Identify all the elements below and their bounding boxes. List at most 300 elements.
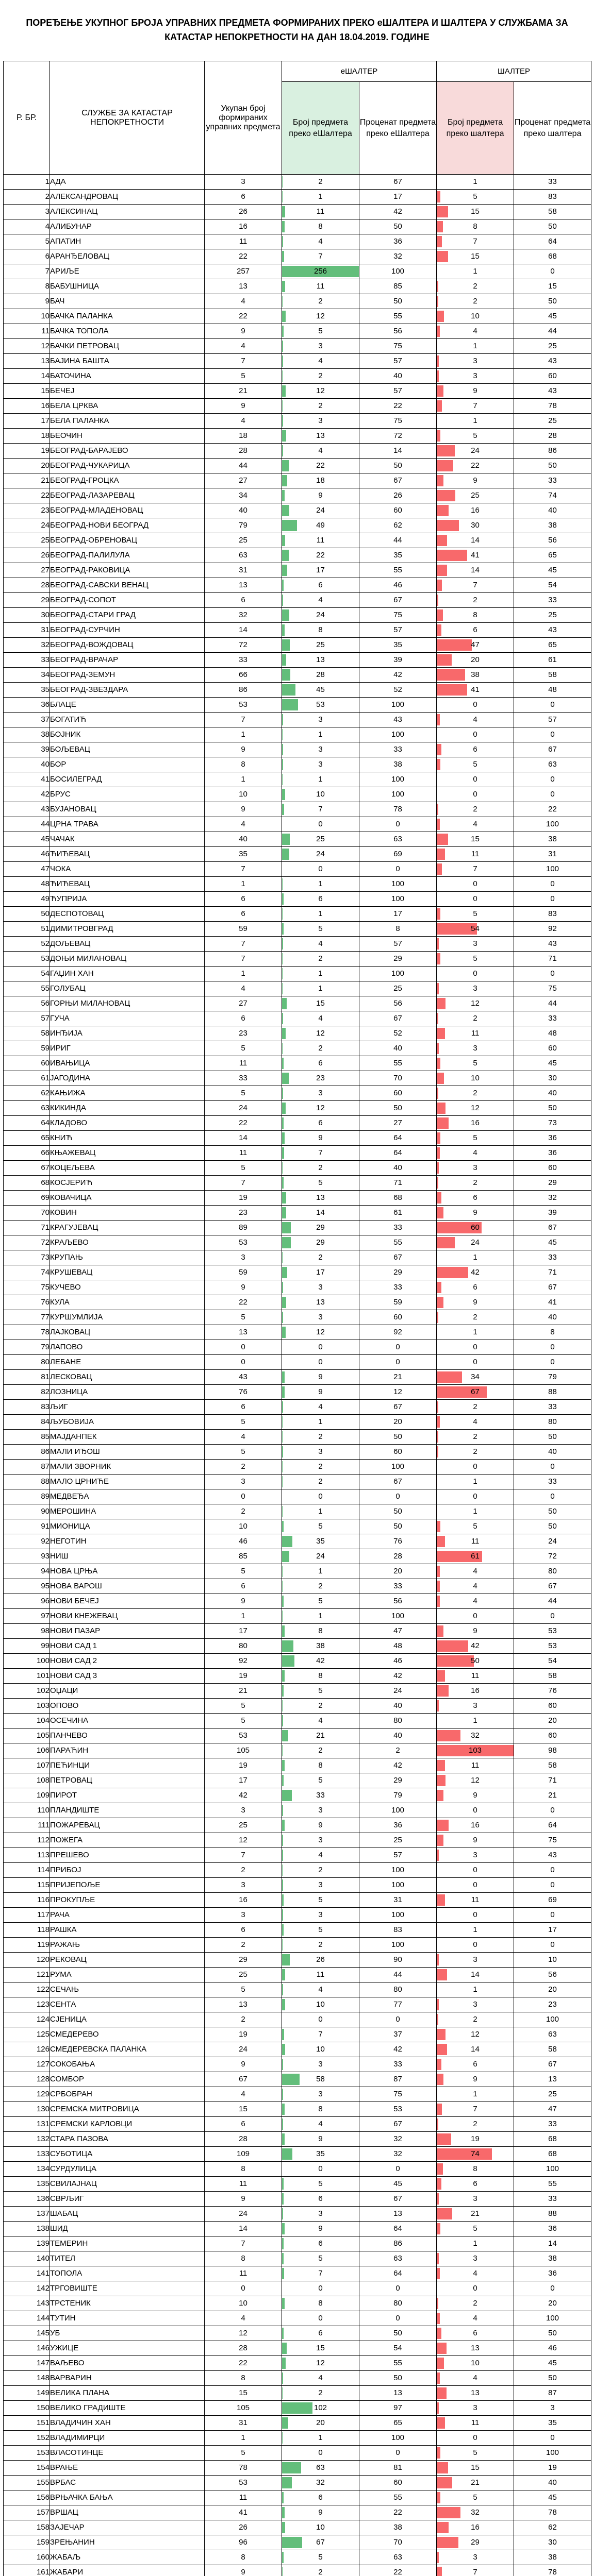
service-name: ТЕМЕРИН (50, 2236, 205, 2251)
total-count: 78 (205, 2461, 282, 2476)
z-count-cell (437, 2520, 514, 2535)
e-count-bar (282, 699, 298, 710)
row-number: 111 (4, 1818, 50, 1833)
table-row (4, 2446, 591, 2461)
service-name: КАЊИЖА (50, 1086, 205, 1101)
table-row (4, 1714, 591, 1728)
z-percent: 67 (514, 1280, 591, 1295)
row-number: 62 (4, 1086, 50, 1101)
e-count-cell (282, 2550, 359, 2565)
total-count: 3 (205, 1908, 282, 1923)
z-percent: 0 (514, 1863, 591, 1878)
e-percent: 67 (359, 1250, 437, 1265)
table-row (4, 2356, 591, 2371)
z-count-cell (437, 2117, 514, 2132)
e-count-value: 8 (318, 2105, 323, 2113)
z-count-cell (437, 309, 514, 324)
e-percent: 85 (359, 279, 437, 294)
e-count-value: 25 (316, 835, 325, 843)
e-count-cell (282, 1191, 359, 1206)
table-row (4, 2012, 591, 2027)
table-row (4, 2057, 591, 2072)
e-count-cell (282, 937, 359, 952)
service-name: НОВИ САД 1 (50, 1639, 205, 1654)
e-count-bar (282, 1401, 283, 1413)
row-number: 110 (4, 1803, 50, 1818)
e-percent: 100 (359, 1609, 437, 1624)
row-number: 12 (4, 339, 50, 354)
service-name: БЕОГРАД-ВРАЧАР (50, 653, 205, 668)
z-count-value: 8 (473, 2164, 477, 2173)
e-count-bar (282, 804, 284, 815)
e-count-cell (282, 996, 359, 1011)
service-name: МАЛИ ИЂОШ (50, 1445, 205, 1460)
e-count-bar (282, 968, 283, 979)
table-row (4, 414, 591, 429)
z-count-value: 5 (473, 1133, 477, 1142)
e-count-bar (282, 2223, 285, 2234)
z-count-bar (437, 1685, 449, 1697)
table-row (4, 727, 591, 742)
table-row (4, 1878, 591, 1893)
service-name: БОЈНИК (50, 727, 205, 742)
e-count-cell (282, 1579, 359, 1594)
z-percent: 30 (514, 2535, 591, 2550)
e-count-value: 26 (316, 1955, 325, 1964)
table-row (4, 653, 591, 668)
z-count-value: 3 (473, 2553, 477, 2562)
total-count: 5 (205, 1310, 282, 1325)
e-count-value: 3 (318, 760, 323, 769)
e-count-value: 14 (316, 1208, 325, 1217)
table-row (4, 339, 591, 354)
z-count-cell (437, 1235, 514, 1250)
e-count-cell (282, 1056, 359, 1071)
z-count-bar (437, 1640, 468, 1652)
e-count-bar (282, 326, 284, 337)
e-count-value: 9 (318, 491, 323, 500)
e-percent: 67 (359, 1011, 437, 1026)
row-number: 51 (4, 922, 50, 937)
e-count-bar (282, 953, 283, 964)
z-percent: 33 (514, 473, 591, 488)
z-percent: 62 (514, 2520, 591, 2535)
row-number: 86 (4, 1445, 50, 1460)
z-percent: 100 (514, 2162, 591, 2177)
z-count-bar (437, 505, 449, 516)
row-number: 16 (4, 399, 50, 414)
table-row (4, 2251, 591, 2266)
row-number: 90 (4, 1504, 50, 1519)
e-count-value: 45 (316, 685, 325, 694)
table-row (4, 1699, 591, 1714)
e-count-cell (282, 757, 359, 772)
z-percent: 60 (514, 1728, 591, 1743)
e-count-cell (282, 713, 359, 727)
z-count-bar (437, 2148, 492, 2160)
total-count: 7 (205, 1848, 282, 1863)
e-count-cell (282, 1624, 359, 1639)
e-percent: 64 (359, 2222, 437, 2236)
service-name: ЗРЕЊАНИН (50, 2535, 205, 2550)
z-percent: 45 (514, 1235, 591, 1250)
row-number: 91 (4, 1519, 50, 1534)
total-count: 9 (205, 324, 282, 339)
table-row (4, 1370, 591, 1385)
table-row (4, 279, 591, 294)
e-count-value: 5 (318, 2254, 323, 2263)
total-count: 89 (205, 1221, 282, 1235)
z-count-cell (437, 2222, 514, 2236)
z-count-cell (437, 847, 514, 862)
e-percent: 67 (359, 473, 437, 488)
e-count-value: 8 (318, 222, 323, 231)
z-count-value: 2 (473, 1402, 477, 1411)
e-count-value: 53 (316, 700, 325, 709)
service-name: ПОЖАРЕВАЦ (50, 1818, 205, 1833)
z-percent: 28 (514, 429, 591, 444)
e-count-value: 28 (316, 670, 325, 679)
z-count-cell (437, 877, 514, 892)
row-number: 79 (4, 1340, 50, 1355)
z-percent: 13 (514, 2072, 591, 2087)
row-number: 22 (4, 488, 50, 503)
z-count-bar (437, 206, 448, 217)
e-count-value: 2 (318, 297, 323, 306)
e-count-value: 1 (318, 984, 323, 993)
row-number: 80 (4, 1355, 50, 1370)
e-count-bar (282, 2372, 283, 2384)
e-percent: 33 (359, 1280, 437, 1295)
e-count-cell (282, 234, 359, 249)
z-count-cell (437, 459, 514, 473)
z-count-cell (437, 608, 514, 623)
service-name: СРЕМСКИ КАРЛОВЦИ (50, 2117, 205, 2132)
service-name: НОВИ САД 3 (50, 1669, 205, 1684)
total-count: 4 (205, 339, 282, 354)
service-name: ДЕСПОТОВАЦ (50, 907, 205, 922)
z-percent: 65 (514, 638, 591, 653)
e-percent: 65 (359, 2416, 437, 2431)
z-percent: 0 (514, 1460, 591, 1475)
total-count: 25 (205, 1968, 282, 1982)
service-name: КЊАЖЕВАЦ (50, 1146, 205, 1161)
z-count-value: 7 (473, 237, 477, 246)
e-percent: 20 (359, 1415, 437, 1430)
total-count: 34 (205, 488, 282, 503)
z-count-value: 74 (471, 2149, 480, 2158)
row-number: 14 (4, 369, 50, 384)
row-number: 70 (4, 1206, 50, 1221)
z-count-cell (437, 1400, 514, 1415)
e-count-value: 3 (318, 1283, 323, 1292)
total-count: 5 (205, 1161, 282, 1176)
z-count-cell (437, 1355, 514, 1370)
e-percent: 32 (359, 2132, 437, 2147)
z-percent: 39 (514, 1206, 591, 1221)
total-count: 14 (205, 623, 282, 638)
table-row (4, 1788, 591, 1803)
z-count-bar (437, 445, 455, 456)
e-count-cell (282, 1340, 359, 1355)
row-number: 139 (4, 2236, 50, 2251)
table-row (4, 1534, 591, 1549)
e-count-cell (282, 952, 359, 967)
e-count-value: 24 (316, 611, 325, 619)
total-count: 5 (205, 1086, 282, 1101)
z-percent: 50 (514, 2326, 591, 2341)
e-percent: 62 (359, 518, 437, 533)
z-count-cell (437, 1579, 514, 1594)
e-count-cell (282, 1684, 359, 1699)
z-count-bar (437, 1282, 441, 1293)
row-number: 149 (4, 2386, 50, 2401)
e-count-cell (282, 473, 359, 488)
table-row (4, 1908, 591, 1923)
z-count-bar (437, 1596, 440, 1607)
e-count-value: 32 (316, 2478, 325, 2487)
e-count-cell (282, 1953, 359, 1968)
e-count-value: 6 (318, 1118, 323, 1127)
service-name: ИВАЊИЦА (50, 1056, 205, 1071)
e-count-value: 13 (316, 431, 325, 440)
z-count-value: 0 (473, 879, 477, 888)
e-count-bar (282, 834, 290, 845)
e-count-value: 9 (318, 1133, 323, 1142)
e-count-bar (282, 341, 283, 352)
table-row (4, 698, 591, 713)
z-count-cell (437, 2505, 514, 2520)
z-count-bar (437, 2492, 440, 2503)
z-count-bar (437, 1297, 443, 1308)
z-count-value: 1 (473, 1253, 477, 1262)
z-percent: 45 (514, 1056, 591, 1071)
z-percent: 92 (514, 922, 591, 937)
e-count-cell (282, 1131, 359, 1146)
z-count-cell (437, 727, 514, 742)
e-count-value: 5 (318, 2553, 323, 2562)
z-count-cell (437, 1654, 514, 1669)
e-percent: 63 (359, 832, 437, 847)
total-count: 7 (205, 952, 282, 967)
e-percent: 56 (359, 324, 437, 339)
e-percent: 97 (359, 2401, 437, 2416)
table-row (4, 1489, 591, 1504)
z-count-cell (437, 1310, 514, 1325)
e-count-value: 4 (318, 596, 323, 604)
z-count-cell (437, 1594, 514, 1609)
e-percent: 33 (359, 2057, 437, 2072)
z-percent: 40 (514, 1445, 591, 1460)
z-count-cell (437, 1415, 514, 1430)
e-count-cell (282, 219, 359, 234)
total-count: 2 (205, 1504, 282, 1519)
e-percent: 100 (359, 787, 437, 802)
service-name: КОСЈЕРИЋ (50, 1176, 205, 1191)
z-percent: 25 (514, 414, 591, 429)
e-percent: 50 (359, 219, 437, 234)
service-name: БЕЛА ПАЛАНКА (50, 414, 205, 429)
z-count-bar (437, 2537, 458, 2548)
total-count: 21 (205, 1684, 282, 1699)
total-count: 18 (205, 429, 282, 444)
e-count-bar (282, 1327, 286, 1338)
z-count-value: 8 (473, 611, 477, 619)
total-count: 7 (205, 937, 282, 952)
service-name: БЕОГРАД-БАРАЈЕВО (50, 444, 205, 459)
e-count-value: 4 (318, 1716, 323, 1725)
e-count-cell (282, 2341, 359, 2356)
e-count-cell (282, 1728, 359, 1743)
e-count-bar (282, 2119, 283, 2130)
service-name: СУРДУЛИЦА (50, 2162, 205, 2177)
z-count-bar (437, 1013, 438, 1024)
e-count-cell (282, 2431, 359, 2446)
service-name: БУЈАНОВАЦ (50, 802, 205, 817)
z-count-bar (437, 819, 440, 830)
e-count-bar (282, 385, 286, 397)
table-row (4, 1923, 591, 1938)
e-count-bar (282, 1147, 284, 1159)
table-row (4, 488, 591, 503)
e-percent: 48 (359, 1639, 437, 1654)
z-count-cell (437, 2251, 514, 2266)
z-count-cell (437, 1445, 514, 1460)
e-count-value: 8 (318, 1761, 323, 1770)
z-count-cell (437, 1116, 514, 1131)
e-count-cell (282, 1863, 359, 1878)
service-name: ПРОКУПЉЕ (50, 1893, 205, 1908)
e-count-value: 3 (318, 2060, 323, 2069)
e-count-cell (282, 518, 359, 533)
table-row (4, 1549, 591, 1564)
z-percent: 60 (514, 1041, 591, 1056)
z-count-cell (437, 548, 514, 563)
total-count: 105 (205, 2401, 282, 2416)
e-count-value: 0 (318, 2314, 323, 2323)
z-percent: 55 (514, 2177, 591, 2192)
z-count-value: 7 (473, 581, 477, 589)
e-count-value: 0 (318, 2164, 323, 2173)
e-count-bar (282, 2089, 283, 2100)
total-count: 17 (205, 1624, 282, 1639)
e-percent: 67 (359, 1400, 437, 1415)
e-count-bar (282, 774, 283, 785)
service-name: БЛАЦЕ (50, 698, 205, 713)
e-count-cell (282, 2490, 359, 2505)
z-count-value: 9 (473, 1626, 477, 1635)
z-count-value: 4 (473, 2269, 477, 2278)
z-count-value: 1 (473, 342, 477, 350)
e-percent: 0 (359, 1489, 437, 1504)
z-percent: 40 (514, 503, 591, 518)
e-count-value: 2 (318, 1253, 323, 1262)
total-count: 23 (205, 1026, 282, 1041)
e-percent: 37 (359, 2027, 437, 2042)
z-count-value: 15 (471, 207, 480, 216)
z-count-cell (437, 698, 514, 713)
service-name: БЕОГРАД-САВСКИ ВЕНАЦ (50, 578, 205, 593)
e-count-cell (282, 1265, 359, 1280)
z-percent: 31 (514, 847, 591, 862)
service-name: КРУШЕВАЦ (50, 1265, 205, 1280)
service-name: КУЧЕВО (50, 1280, 205, 1295)
e-count-value: 9 (318, 1821, 323, 1829)
e-count-cell (282, 787, 359, 802)
table-row (4, 1041, 591, 1056)
e-count-value: 17 (316, 566, 325, 574)
e-count-bar (282, 251, 284, 262)
service-name: БЕОГРАД-ГРОЦКА (50, 473, 205, 488)
e-count-bar (282, 490, 285, 501)
z-count-cell (437, 787, 514, 802)
row-number: 117 (4, 1908, 50, 1923)
total-count: 9 (205, 2192, 282, 2207)
table-row (4, 1116, 591, 1131)
e-count-bar (282, 684, 295, 696)
e-count-bar (282, 759, 283, 770)
table-row (4, 1460, 591, 1475)
z-percent: 41 (514, 1295, 591, 1310)
table-row (4, 548, 591, 563)
e-count-bar (282, 2059, 283, 2070)
service-name: ШИД (50, 2222, 205, 2236)
z-percent: 0 (514, 1878, 591, 1893)
table-row (4, 578, 591, 593)
total-count: 1 (205, 2431, 282, 2446)
e-percent: 33 (359, 742, 437, 757)
row-number: 2 (4, 190, 50, 205)
table-row (4, 2476, 591, 2490)
total-count: 5 (205, 1445, 282, 1460)
e-count-bar (282, 2402, 312, 2414)
z-count-bar (437, 1088, 438, 1099)
e-percent: 71 (359, 1176, 437, 1191)
header-e-count: Број предмета преко еШалтера (282, 82, 359, 175)
z-count-bar (437, 1655, 474, 1667)
e-percent: 92 (359, 1325, 437, 1340)
table-row (4, 294, 591, 309)
e-percent: 64 (359, 1146, 437, 1161)
total-count: 28 (205, 444, 282, 459)
z-count-bar (437, 2193, 439, 2205)
z-percent: 64 (514, 1818, 591, 1833)
row-number: 48 (4, 877, 50, 892)
table-row (4, 1863, 591, 1878)
e-count-bar (282, 2522, 285, 2533)
service-name: КОВИН (50, 1206, 205, 1221)
z-percent: 69 (514, 1893, 591, 1908)
e-count-bar (282, 505, 289, 516)
e-percent: 60 (359, 2476, 437, 2490)
e-count-value: 1 (318, 775, 323, 784)
z-count-value: 14 (471, 1970, 480, 1979)
e-count-cell (282, 623, 359, 638)
z-percent: 43 (514, 354, 591, 369)
service-name: ЉУБОВИЈА (50, 1415, 205, 1430)
z-count-cell (437, 1818, 514, 1833)
e-percent: 42 (359, 1758, 437, 1773)
table-row (4, 2490, 591, 2505)
z-percent: 58 (514, 668, 591, 683)
e-count-cell (282, 1026, 359, 1041)
z-percent: 83 (514, 190, 591, 205)
table-row (4, 175, 591, 190)
z-count-value: 9 (473, 476, 477, 485)
total-count: 9 (205, 1594, 282, 1609)
total-count: 28 (205, 2341, 282, 2356)
table-row (4, 2147, 591, 2162)
